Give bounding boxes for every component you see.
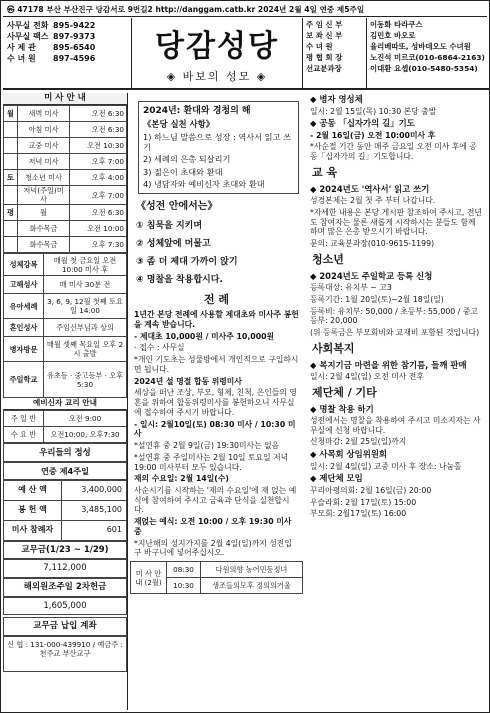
table-row	[4, 106, 127, 122]
table-row	[4, 362, 127, 398]
stat-value: 3,485,100	[62, 500, 127, 520]
notice-text: *자세한 내용은 본당 게시판 참조하여 주시고, 전년도 참여자는 물론 새롭게 시작하시는 분들도 함께하며 많은 은총 받으시기 바랍니다.	[310, 207, 482, 237]
liturgy-item: 세상을 떠난 조상, 부모, 형제, 친척, 은인들의 영혼을 위하여 합동위령미사를 봉헌하오니 사무실에 접수하여 주시기 바랍니다.	[134, 388, 297, 417]
notice-text: *사순절 기간 동안 매주 금요일 오전 미사 후에 공동「십자가의 길」기도합니다.	[310, 142, 477, 162]
misc-value: 주임신부님과 상의	[44, 319, 127, 337]
groups-item: ◆ 사목회 상임위원회	[310, 449, 387, 460]
table-row	[4, 122, 127, 138]
notice-text: 부모회: 2월17일(토) 16:00	[310, 509, 407, 519]
table-row	[4, 500, 127, 520]
theme-item: 1) 하느님 말씀으로 성장 : 역사서 읽고 쓰기	[143, 131, 292, 152]
account-info: 신 협 : 131-000-439910 / 예금주 : 천주교 부산교구	[3, 636, 127, 672]
staff-name: 이대환 요셉(010-5480-5354)	[370, 64, 478, 73]
parish-subtitle: ◈ 바보의 성모 ◈	[166, 69, 268, 83]
mass-time: 오전 10:30	[70, 138, 127, 154]
social-item: ◆ 복지기금 마련을 위한 참기름, 들깨 판매	[310, 359, 467, 370]
staff-role: 수 녀 원	[306, 42, 333, 51]
day-cell	[4, 138, 18, 154]
stat-value: 3,400,000	[62, 480, 127, 500]
intention-label: 미 사 안 내 (2월)	[131, 562, 167, 594]
table-row	[4, 520, 127, 540]
youth-heading: 청소년	[312, 252, 344, 266]
day-cell: 월	[4, 106, 18, 122]
table-row	[4, 237, 127, 253]
class-name: 수 요 반	[4, 427, 44, 443]
misc-value: 매월 셋째 목요일 오후 2시 출발	[44, 337, 127, 362]
theme-title: 2024년: 환대와 경청의 해	[143, 106, 251, 116]
liturgy-item: 재의 수요일: 2월 14일(수)	[134, 474, 229, 484]
keyword-item: ② 성체앞에 머물고	[136, 238, 211, 249]
staff-role: 보 좌 신 부	[306, 31, 343, 40]
mass-header: 미 사 안 내	[3, 93, 127, 105]
liturgy-item: *설연휴 중 주일미사는 2월 10일 토요일 저녁 19:00 미사부터 모두 있습니다.	[134, 452, 289, 472]
contact-row	[7, 21, 127, 32]
sacrament-table	[3, 253, 127, 398]
keyword-item: ③ 좀 더 제대 가까이 앉기	[136, 257, 238, 267]
mass-time: 오후 4:00	[70, 170, 127, 186]
notice-text: 우슬라회: 2월 17일(토) 15:00	[310, 497, 417, 507]
keyword-header: 《성전 안에서는》	[136, 201, 218, 212]
day-cell: 평	[4, 205, 18, 221]
table-row	[4, 319, 127, 337]
misc-value: 매월 첫 금요일 오전 10:00 미사 후	[44, 254, 127, 276]
social-heading: 사회복지	[312, 341, 355, 355]
mass-name: 저녁 미사	[18, 154, 70, 170]
intention-table	[130, 561, 303, 594]
notice-text: (위 등록금은 부모회비와 교재비 포함된 것입니다)	[310, 328, 480, 338]
misc-label: 혼인성사	[4, 319, 44, 337]
contact-label: 사무실 팩스	[7, 32, 49, 41]
table-row	[4, 294, 127, 319]
table-row	[4, 427, 127, 443]
table-row	[4, 154, 127, 170]
staff-names	[367, 18, 489, 88]
contact-row	[7, 32, 127, 43]
mass-time: 오후 7:30	[70, 237, 127, 253]
notice-text: 등록기간: 1월 20일(토)~2월 18일(일)	[310, 294, 444, 304]
left-column	[3, 93, 128, 710]
day-cell	[4, 154, 18, 170]
misc-value: 매 미사 30분 전	[44, 276, 127, 294]
mass-time: 오전 6:30	[70, 106, 127, 122]
mass-name: 저녁(주일)미사	[18, 186, 70, 205]
parish-title: 당감성당	[155, 29, 279, 64]
account-label: 교무금 납입 계좌	[3, 617, 127, 636]
stat-label: 미사 참례자	[4, 520, 62, 540]
overseas-aid-value: 1,605,000	[3, 597, 127, 616]
intention-text: 다원의향 농어민동정녀	[201, 562, 303, 578]
theme-box	[138, 101, 299, 194]
mass-time: 오전 6:30	[70, 205, 127, 221]
notice-text: 일시: 2월 4일(일) 오전 미사 전후	[310, 372, 424, 382]
notice-text: 성전에서는 명찰을 착용하여 주시고 미소지자는 사무실에 신청 바랍니다.	[310, 416, 481, 435]
keyword-item: ④ 명찰을 착용합시다.	[136, 275, 223, 286]
contact-label: 수 녀 원	[7, 54, 36, 63]
day-cell	[4, 221, 18, 237]
liturgy-item: - 접수 : 사무실	[134, 343, 185, 353]
contact-label: 사 제 관	[7, 43, 36, 52]
stat-value: 601	[62, 520, 127, 540]
keyword-item: ① 침묵을 지키며	[136, 220, 203, 231]
table-row	[4, 186, 127, 205]
mass-name: 교중 미사	[18, 138, 70, 154]
stats-subheader: 연중 제4주일	[3, 462, 127, 480]
misc-label: 성체강복	[4, 254, 44, 276]
right-column	[306, 93, 486, 710]
liturgy-item: - 일시: 2월10일(토) 08:30 미사 / 10:30 미사	[134, 419, 296, 439]
groups-heading: 제단체 / 기타	[312, 385, 377, 399]
notice-text: 일시: 2월 4일(일) 교중 미사 후 장소: 나눔홀	[310, 461, 462, 471]
table-row	[4, 221, 127, 237]
mass-time: 오후 7:00	[70, 154, 127, 170]
notice-text: 일시: 2월 15일(목) 10:30 본당 출발	[310, 106, 437, 116]
mass-name: 화수목금	[18, 221, 70, 237]
misc-label: 고해성사	[4, 276, 44, 294]
liturgy-item: 재얹는 예식: 오전 10:00 / 오후 19:30 미사 중	[134, 517, 292, 536]
staff-block	[303, 18, 489, 90]
day-cell	[4, 237, 18, 253]
mass-schedule-table	[3, 105, 127, 253]
liturgy-item: - 제대초 10,000원 / 미사주 10,000원	[134, 331, 275, 341]
stat-label: 봉 헌 액	[4, 500, 62, 520]
groups-item: ◆ 명찰 착용 하기	[310, 403, 374, 414]
intention-text: 생조들의모후 정의의거울	[201, 578, 303, 594]
mass-time: 오후 7:00	[70, 186, 127, 205]
catechumen-label: 예비신자 교리 안내	[3, 398, 127, 410]
liturgy-item: *개인 기도초는 성물방에서 개인적으로 구입하시면 됩니다.	[134, 355, 299, 374]
day-cell	[4, 122, 18, 138]
contact-value: 897-9373	[53, 32, 96, 41]
mass-name: 화수목금	[18, 237, 70, 253]
mass-name: 새벽 미사	[18, 106, 70, 122]
notice-text: 등록비: 유치부: 50,000 / 초등부: 55,000 / 중고등부: 20,000	[310, 306, 478, 326]
table-row	[4, 205, 127, 221]
theme-subtitle: 《본당 실천 사항》	[143, 119, 215, 130]
mass-time: 오전 6:30	[70, 122, 127, 138]
contact-row	[7, 43, 127, 54]
notice-text: 등록대상: 유치부 ~ 고3	[310, 283, 392, 293]
staff-role: 평 협 회 장	[306, 53, 343, 62]
misc-label: 병자방문	[4, 337, 44, 362]
class-time: 오전10:00, 오후7:30	[44, 427, 127, 443]
theme-item: 3) 젊은이 초대와 환대	[143, 166, 223, 177]
liturgy-item: 1년간 본당 전례에 사용할 제대초와 미사주 봉헌을 계속 받습니다.	[134, 310, 299, 329]
contact-value: 895-6540	[53, 43, 96, 52]
misc-label: 주일학교	[4, 362, 44, 398]
day-cell: 토	[4, 170, 18, 186]
logo	[131, 18, 303, 90]
class-name: 주 일 반	[4, 411, 44, 427]
liturgy-item: *설연휴 중 2월 9일(금) 19:30미사는 없음	[134, 441, 280, 451]
staff-roles	[303, 18, 367, 88]
table-row	[4, 276, 127, 294]
theme-item: 2) 세례의 은총 되살리기	[143, 154, 231, 165]
table-row	[4, 411, 127, 427]
sick-heading: ◆ 병자 영성체	[310, 94, 363, 104]
youth-item: ◆ 2024년도 주일학교 등록 신청	[310, 270, 433, 281]
notice-text: 성경본제는 2월 첫 주 부터 나갑니다.	[310, 196, 436, 206]
notice-text: 꾸리아평의회: 2월 16일(금) 20:00	[310, 485, 432, 495]
table-row	[131, 562, 303, 578]
catechumen-table	[3, 410, 127, 443]
contact-row	[7, 54, 127, 65]
education-item: ◆ 2024년도 '역사서' 읽고 쓰기	[310, 183, 430, 194]
education-heading: 교 육	[312, 165, 338, 179]
misc-value: 유초등 · 중고등부 · 오후 5:30	[44, 362, 127, 398]
middle-column	[130, 93, 303, 710]
staff-name: 이동화 타라쿠스	[370, 20, 423, 29]
day-cell	[4, 186, 18, 205]
staff-role: 주 임 신 부	[306, 20, 343, 29]
staff-name: 김민호 바오로	[370, 31, 416, 40]
table-row	[4, 337, 127, 362]
liturgy-item: 사순시기를 시작하는 '재의 수요일'에 재 얹는 예식에 참여하여 주시고 금육과 단식을 실천합시다.	[134, 486, 297, 515]
notice-text: 신청마감: 2월 25일(일)까지	[310, 437, 407, 447]
liturgy-item: *지난해의 성지가지를 2월 4일(일)까지 성전입구 바구니에 넣어주십시오.	[134, 538, 292, 558]
building-fund-label: 교무금(1/23 ~ 1/29)	[3, 541, 127, 560]
cross-heading: ◆ 공동 「십자가의 길」기도	[310, 118, 415, 129]
notice-text: - 2월 16일(금) 오전 10:00미사 후	[310, 130, 436, 140]
mass-name: 월	[18, 205, 70, 221]
stat-label: 예 산 액	[4, 480, 62, 500]
table-row	[4, 170, 127, 186]
offering-table	[3, 480, 127, 541]
liturgy-item: 2024년 설 명절 합동 위령미사	[134, 376, 242, 386]
misc-value: 3, 6, 9, 12월 첫째 토요일 14:00	[44, 294, 127, 319]
building-fund-value: 7,112,000	[3, 559, 127, 578]
intention-time: 08:30	[167, 562, 201, 578]
staff-role: 선교분과장	[306, 64, 342, 73]
contact-value: 895-9422	[53, 21, 96, 30]
theme-item: 4) 냉담자와 예비신자 초대와 환대	[143, 178, 265, 189]
table-row	[4, 138, 127, 154]
overseas-aid-label: 해외원조주일 2차헌금	[3, 578, 127, 597]
groups-item: ◆ 제단체 모임	[310, 473, 363, 484]
table-row	[4, 254, 127, 276]
contact-label: 사무실 전화	[7, 21, 49, 30]
mass-name: 청소년 미사	[18, 170, 70, 186]
staff-name: 노진석 미르코(010-6864-2163)	[370, 53, 485, 62]
mass-time: 오전 10:00	[70, 221, 127, 237]
liturgy-heading: 전 례	[203, 292, 230, 306]
class-time: 오전 9:00	[44, 411, 127, 427]
mass-name: 아침 미사	[18, 122, 70, 138]
contact-value: 897-4596	[53, 54, 96, 63]
intention-time: 10:30	[167, 578, 201, 594]
contact-block	[3, 18, 131, 90]
notice-text: 문의: 교육분과장(010-9615-1199)	[310, 239, 435, 249]
misc-label: 유아세례	[4, 294, 44, 319]
staff-name: 율리베따또, 성바데오도 수녀원	[370, 42, 471, 51]
address-bar: ㉿ 47178 부산 부산진구 당감서로 9번길2 http://danggam.catb.kr 2024년 2월 4일 연중 제5주일	[3, 3, 487, 17]
stats-header: 우리들의 정성	[3, 443, 127, 462]
table-row	[4, 480, 127, 500]
